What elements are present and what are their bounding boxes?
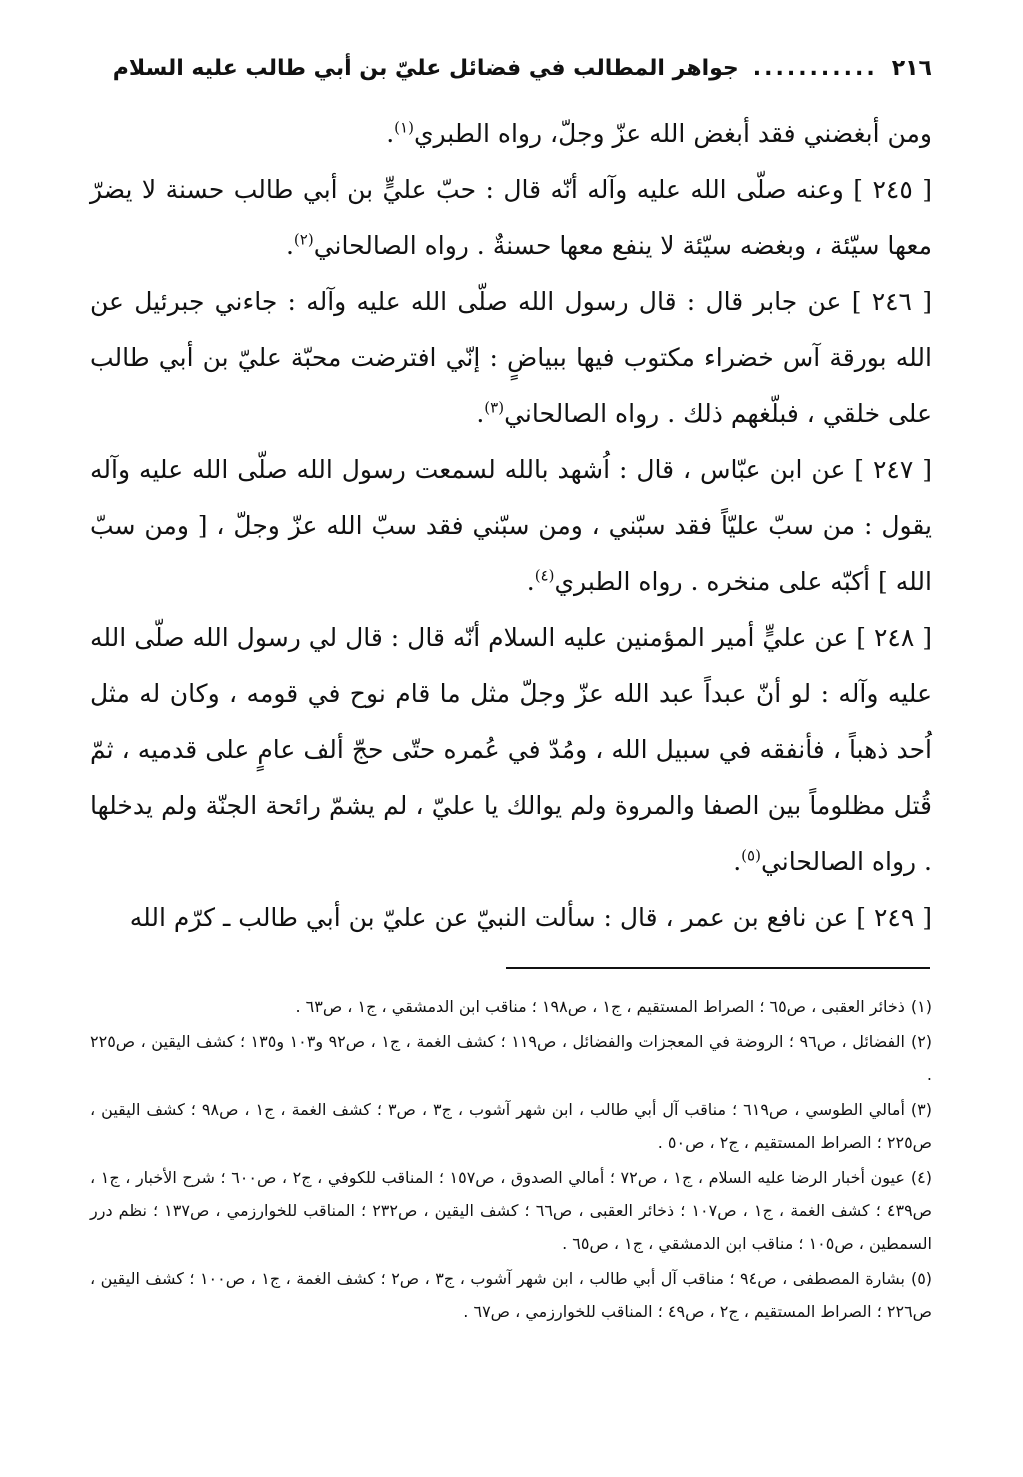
paragraph-end: . <box>526 567 535 596</box>
footnote-text: ذخائر العقبى ، ص٦٥ ؛ الصراط المستقيم ، ج١ ، ص١٩٨ ؛ مناقب ابن الدمشقي ، ج١ ، ص٦٣ . <box>295 997 905 1016</box>
paragraph-end: . <box>733 847 742 876</box>
footnote-number: (٤) <box>910 1168 933 1187</box>
hadith-245 <box>90 162 932 274</box>
hadith-247 <box>90 442 932 610</box>
footnotes <box>90 990 932 1330</box>
paragraph-end: . <box>285 231 294 260</box>
footnote-number: (٣) <box>910 1100 933 1119</box>
footnote-marker: (٥) <box>741 846 761 865</box>
running-header <box>90 40 932 98</box>
footnote-marker: (٣) <box>484 398 505 417</box>
paragraph-text: [ ٢٤٦ ] عن جابر قال : قال رسول الله صلّى الله عليه وآله : جاءني جبرئيل عن الله بورقة آس خضراء مكتوب فيها ببياضٍ : إنّي افترضت محبّة عليّ بن أبي طالب على خلقي ، فبلّغهم ذلك . رواه الصالحاني <box>90 287 933 428</box>
paragraph-continuation <box>90 106 932 162</box>
header-dot-leader: ........... <box>752 56 878 81</box>
book-title: جواهر المطالب في فضائل عليّ بن أبي طالب عليه السلام <box>112 56 739 81</box>
footnote-text: عيون أخبار الرضا عليه السلام ، ج١ ، ص٧٢ ؛ أمالي الصدوق ، ص١٥٧ ؛ المناقب للكوفي ، ج٢ ، ص٦٠٠ ؛ شرح الأخبار ، ج١ ، ص٤٣٩ ؛ كشف الغمة ، ج١ ، ص١٠٧ ؛ ذخائر العقبى ، ص٦٦ ؛ كشف اليقين ، ص٢٣٢ ؛ المناقب للخوارزمي ، ص١٣٧ ؛ نظم درر السمطين ، ص١٠٥ ؛ مناقب ابن الدمشقي ، ج١ ، ص٦٥ . <box>90 1168 932 1253</box>
hadith-246 <box>90 274 932 442</box>
paragraph-text: [ ٢٤٧ ] عن ابن عبّاس ، قال : اُشهد بالله لسمعت رسول الله صلّى الله عليه وآله يقول : من سبّ عليّاً فقد سبّني ، ومن سبّني فقد سبّ الله عزّ وجلّ ، [ ومن سبّ الله ] أكبّه على منخره . رواه الطبري <box>90 455 932 596</box>
page-content <box>90 40 932 946</box>
main-text <box>90 106 932 946</box>
footnote-marker: (٢) <box>293 230 314 249</box>
footnote-text: بشارة المصطفى ، ص٩٤ ؛ مناقب آل أبي طالب ، ابن شهر آشوب ، ج٣ ، ص٢ ؛ كشف الغمة ، ج١ ، ص١٠٠ ؛ كشف اليقين ، ص٢٢٦ ؛ الصراط المستقيم ، ج٢ ، ص٤٩ ؛ المناقب للخوارزمي ، ص٦٧ . <box>90 1269 932 1321</box>
footnote-number: (٢) <box>910 1032 933 1051</box>
footnote-3 <box>90 1093 932 1159</box>
paragraph-text: [ ٢٤٥ ] وعنه صلّى الله عليه وآله أنّه قال : حبّ عليٍّ بن أبي طالب حسنة لا يضرّ معها سيّئة ، وبغضه سيّئة لا ينفع معها حسنةٌ . رواه الصالحاني <box>90 175 932 260</box>
paragraph-text: [ ٢٤٨ ] عن عليٍّ أمير المؤمنين عليه السلام أنّه قال : قال لي رسول الله صلّى الله عليه وآله : لو أنّ عبداً عبد الله عزّ وجلّ مثل ما قام نوح في قومه ، وكان له مثل اُحد ذهباً ، فأنفقه في سبيل الله ، ومُدّ في عُمره حتّى حجّ ألف عامٍ على قدميه ، ثمّ قُتل مظلوماً بين الصفا والمروة ولم يوالك يا عليّ ، لم يشمّ رائحة الجنّة ولم يدخلها . رواه الصالحاني <box>90 623 932 876</box>
hadith-248 <box>90 610 932 890</box>
footnote-1 <box>90 990 932 1023</box>
paragraph-text: [ ٢٤٩ ] عن نافع بن عمر ، قال : سألت النبيّ عن عليّ بن أبي طالب ـ كرّم الله <box>129 903 932 932</box>
footnote-4 <box>90 1161 932 1260</box>
footnote-separator <box>506 967 930 969</box>
footnote-marker: (٤) <box>534 566 555 585</box>
paragraph-text: ومن أبغضني فقد أبغض الله عزّ وجلّ، رواه الطبري <box>413 119 932 148</box>
footnote-2 <box>90 1025 932 1091</box>
footnote-number: (١) <box>910 997 932 1016</box>
footnote-5 <box>90 1262 932 1328</box>
paragraph-end: . <box>476 399 485 428</box>
paragraph-end: . <box>386 119 395 148</box>
footnote-number: (٥) <box>910 1269 933 1288</box>
footnote-text: أمالي الطوسي ، ص٦١٩ ؛ مناقب آل أبي طالب ، ابن شهر آشوب ، ج٣ ، ص٣ ؛ كشف الغمة ، ج١ ، ص٩٨ ؛ كشف اليقين ، ص٢٢٥ ؛ الصراط المستقيم ، ج٢ ، ص٥٠ . <box>90 1100 932 1152</box>
footnote-marker: (١) <box>394 118 414 137</box>
footnote-text: الفضائل ، ص٩٦ ؛ الروضة في المعجزات والفضائل ، ص١١٩ ؛ كشف الغمة ، ج١ ، ص٩٢ و١٠٣ و١٣٥ ؛ كشف اليقين ، ص٢٢٥ . <box>90 1032 932 1084</box>
hadith-249 <box>90 890 932 946</box>
page-number: ٢١٦ <box>891 56 932 81</box>
